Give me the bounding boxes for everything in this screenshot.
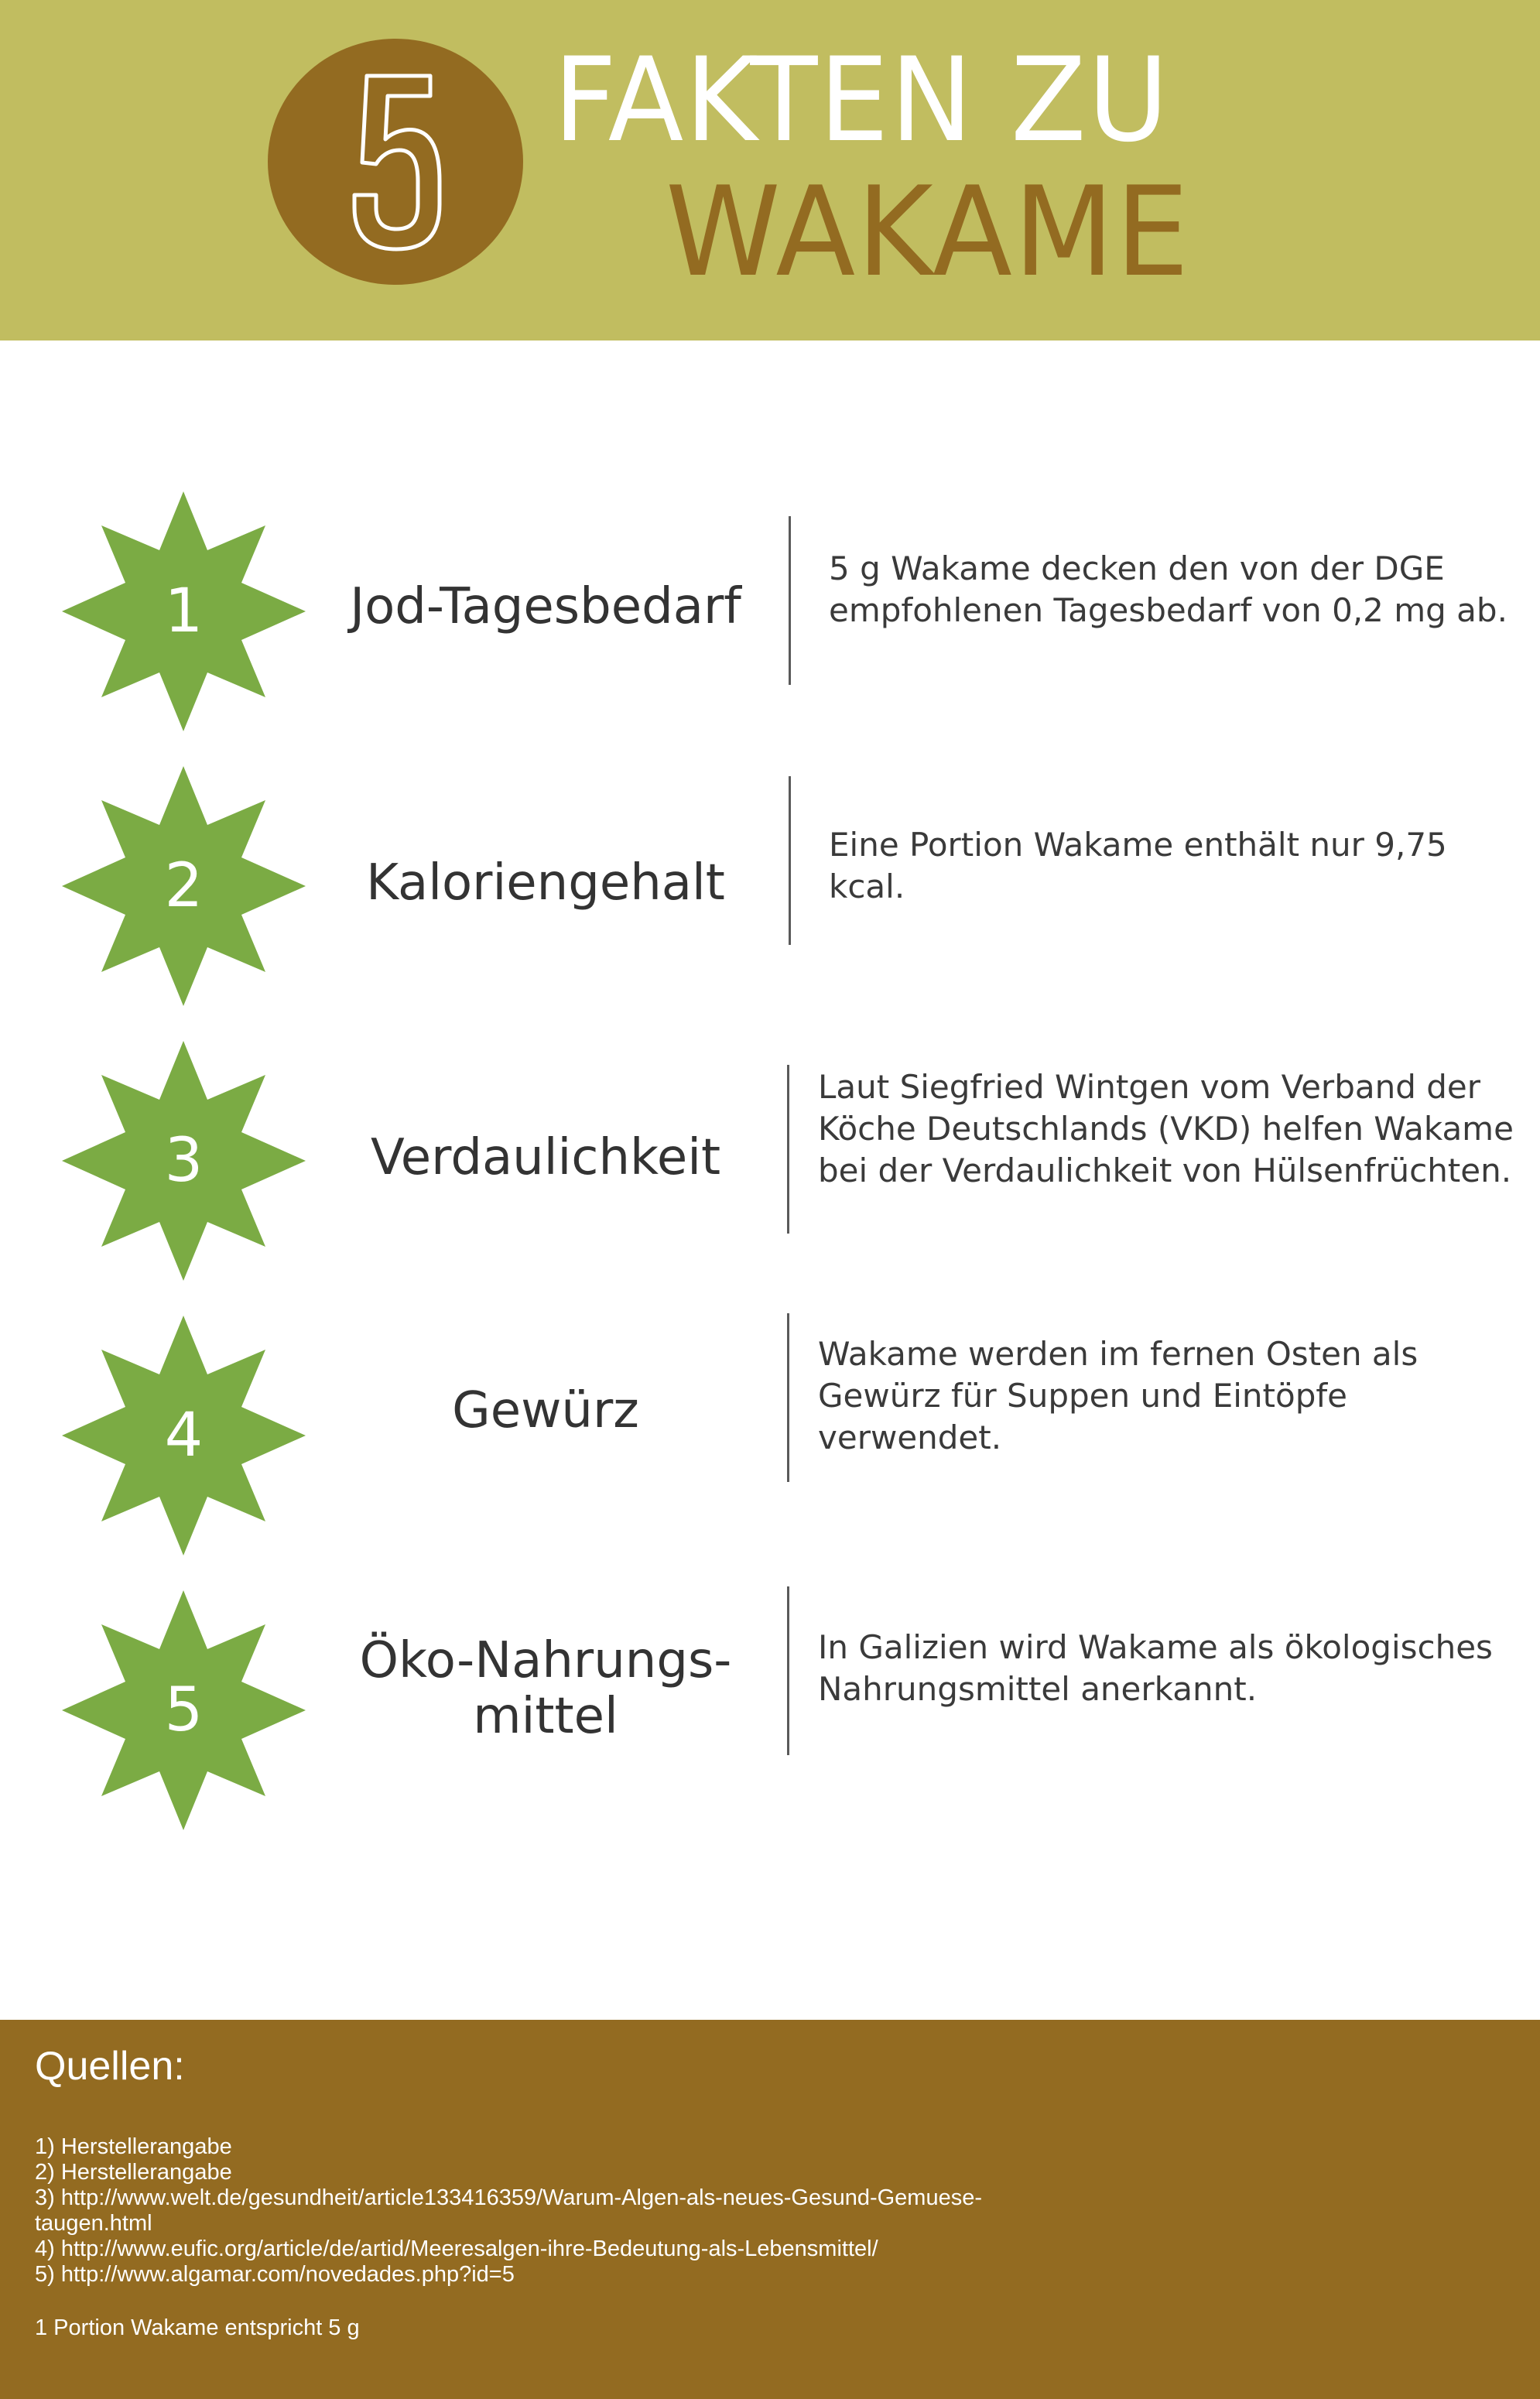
fact-item-1 [0,488,1540,735]
fact-item-5 [0,1586,1540,1834]
outlined-number-five [345,65,446,258]
fact-description: Wakame werden im fernen Osten als Gewürz für Suppen und Eintöpfe verwendet. [818,1335,1419,1456]
fact-number: 3 [164,1126,204,1196]
fact-item-2 [0,762,1540,1010]
fact-title: Kaloriengehalt [366,854,725,912]
star-badge [62,1041,306,1281]
fact-item-3 [0,1037,1540,1285]
divider [789,516,791,685]
source-item: 2) Herstellerangabe [35,2160,232,2185]
source-item: 1) Herstellerangabe [35,2134,232,2159]
fact-item-4 [0,1312,1540,1559]
source-link[interactable]: taugen.html [35,2211,152,2236]
star-badge [62,1316,306,1555]
sources-list [35,2134,1196,2288]
fact-number: 4 [164,1401,204,1470]
fact-description: In Galizien wird Wakame als ökologisches Nahrungsmittel anerkannt. [818,1628,1493,1708]
fact-title: Jod-Tagesbedarf [350,578,741,635]
source-link[interactable]: 5) http://www.algamar.com/novedades.php?id=5 [35,2262,515,2287]
divider [787,1586,789,1755]
fact-title: Öko-Nahrungs-mittel [359,1632,732,1745]
sources-footer [0,2020,1540,2399]
source-link[interactable]: 4) http://www.eufic.org/article/de/artid/Meeresalgen-ihre-Bedeutung-als-Lebensmittel/ [35,2236,878,2261]
star-badge [62,1590,306,1830]
divider [787,1313,789,1482]
divider [787,1065,789,1234]
title-line-1: FAKTEN ZU [553,33,1170,168]
title-line-2: WAKAME [666,159,1191,304]
fact-description: 5 g Wakame decken den von der DGE empfohlenen Tagesbedarf von 0,2 mg ab. [829,549,1507,629]
fact-title: Gewürz [452,1382,639,1439]
portion-note: 1 Portion Wakame entspricht 5 g [35,2315,360,2340]
star-badge [62,766,306,1006]
fact-number: 5 [164,1675,204,1745]
fact-description: Eine Portion Wakame enthält nur 9,75 kcal. [829,826,1447,905]
fact-number: 1 [164,577,204,646]
sources-heading: Quellen: [35,2044,185,2089]
header-banner [0,0,1540,341]
divider [789,776,791,945]
star-badge [62,491,306,731]
fact-number: 2 [164,851,204,921]
number-circle [268,39,523,285]
fact-description: Laut Siegfried Wintgen vom Verband der Köche Deutschlands (VKD) helfen Wakame bei der Verdaulichkeit von Hülsenfrüchten. [818,1068,1514,1189]
fact-title: Verdaulichkeit [370,1129,721,1186]
source-link[interactable]: 3) http://www.welt.de/gesundheit/article133416359/Warum-Algen-als-neues-Gesund-Gemuese- [35,2185,983,2210]
